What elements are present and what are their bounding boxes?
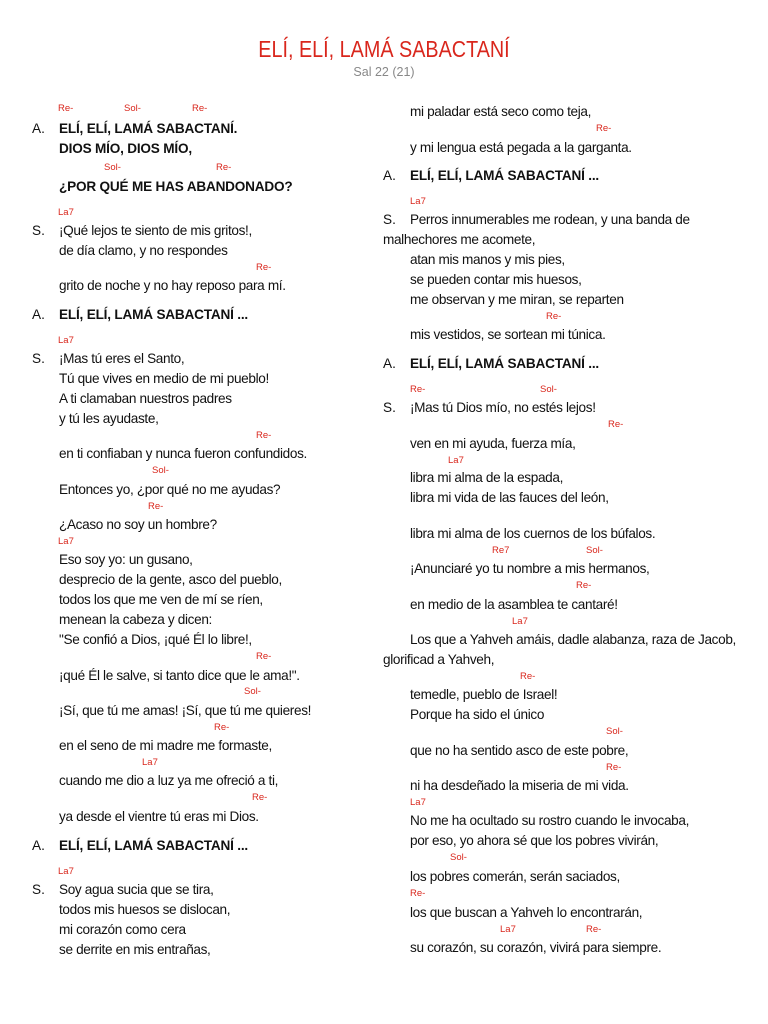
lyric-line: ¿POR QUÉ ME HAS ABANDONADO? xyxy=(59,179,293,194)
chord: Re- xyxy=(608,419,624,430)
chord: Re- xyxy=(252,792,268,803)
chord: Re- xyxy=(216,162,232,173)
lyric-line: se pueden contar mis huesos, xyxy=(410,272,582,287)
lyric-line: ELÍ, ELÍ, LAMÁ SABACTANÍ ... xyxy=(410,356,599,371)
lyric-line: ¡Anunciaré yo tu nombre a mis hermanos, xyxy=(410,561,650,576)
chord: Re- xyxy=(606,762,622,773)
lyric-line: ELÍ, ELÍ, LAMÁ SABACTANÍ ... xyxy=(410,168,599,183)
assembly-marker: A. xyxy=(32,121,45,136)
lyric-line: ven en mi ayuda, fuerza mía, xyxy=(410,436,576,451)
chord: Re- xyxy=(410,888,426,899)
assembly-marker: A. xyxy=(32,838,45,853)
soloist-marker: S. xyxy=(383,400,396,415)
lyric-line: los que buscan a Yahveh lo encontrarán, xyxy=(410,905,643,920)
chord: Re- xyxy=(586,924,602,935)
assembly-marker: A. xyxy=(383,168,396,183)
lyric-line: de día clamo, y no respondes xyxy=(59,243,228,258)
soloist-marker: S. xyxy=(383,212,396,227)
lyric-line: mis vestidos, se sortean mi túnica. xyxy=(410,327,606,342)
chord: Re- xyxy=(256,430,272,441)
assembly-marker: A. xyxy=(32,307,45,322)
chord: Sol- xyxy=(606,726,623,737)
chord: La7 xyxy=(58,207,74,218)
assembly-marker: A. xyxy=(383,356,396,371)
song-title: ELÍ, ELÍ, LAMÁ SABACTANÍ xyxy=(258,36,510,62)
lyric-line: libra mi alma de la espada, xyxy=(410,470,564,485)
lyric-line: los pobres comerán, serán saciados, xyxy=(410,869,620,884)
lyric-line: cuando me dio a luz ya me ofreció a ti, xyxy=(59,773,279,788)
psalm-reference: Sal 22 (21) xyxy=(353,65,415,79)
lyric-line: ELÍ, ELÍ, LAMÁ SABACTANÍ ... xyxy=(59,307,248,322)
lyric-line: ELÍ, ELÍ, LAMÁ SABACTANÍ ... xyxy=(59,838,248,853)
lyric-line: ¿Acaso no soy un hombre? xyxy=(59,517,217,532)
lyric-line: y tú les ayudaste, xyxy=(59,411,159,426)
lyric-line: ya desde el vientre tú eras mi Dios. xyxy=(59,809,259,824)
chord: La7 xyxy=(58,866,74,877)
soloist-marker: S. xyxy=(32,223,45,238)
chord: Re- xyxy=(520,671,536,682)
chord: Re- xyxy=(256,651,272,662)
lyric-line: Tú que vives en medio de mi pueblo! xyxy=(59,371,269,386)
chord: La7 xyxy=(58,335,74,346)
lyric-line: Perros innumerables me rodean, y una banda de xyxy=(410,212,690,227)
lyric-line: en ti confiaban y nunca fueron confundidos. xyxy=(59,446,307,461)
lyric-line: en medio de la asamblea te cantaré! xyxy=(410,597,618,612)
lyric-line: A ti clamaban nuestros padres xyxy=(59,391,232,406)
lyric-line: Porque ha sido el único xyxy=(410,707,545,722)
lyric-line: ¡Mas tú Dios mío, no estés lejos! xyxy=(410,400,596,415)
lyric-line: desprecio de la gente, asco del pueblo, xyxy=(59,572,282,587)
lyric-line: se derrite en mis entrañas, xyxy=(59,942,211,957)
lyric-line: por eso, yo ahora sé que los pobres vivirán, xyxy=(410,833,659,848)
lyric-line: No me ha ocultado su rostro cuando le invocaba, xyxy=(410,813,690,828)
chord: Re- xyxy=(546,311,562,322)
chord: Sol- xyxy=(540,384,557,395)
chord: Sol- xyxy=(586,545,603,556)
chord: Re- xyxy=(410,384,426,395)
lyric-line: menean la cabeza y dicen: xyxy=(59,612,212,627)
chord: La7 xyxy=(142,757,158,768)
chord: La7 xyxy=(410,797,426,808)
chord: La7 xyxy=(500,924,516,935)
chord: Re7 xyxy=(492,545,510,556)
chord: La7 xyxy=(410,196,426,207)
lyric-line: que no ha sentido asco de este pobre, xyxy=(410,743,629,758)
chord: Re- xyxy=(596,123,612,134)
chord: Re- xyxy=(58,103,74,114)
lyric-line: Soy agua sucia que se tira, xyxy=(59,882,214,897)
lyric-line: en el seno de mi madre me formaste, xyxy=(59,738,272,753)
lyric-line: y mi lengua está pegada a la garganta. xyxy=(410,140,632,155)
chord: La7 xyxy=(58,536,74,547)
lyric-line: Entonces yo, ¿por qué no me ayudas? xyxy=(59,482,281,497)
lyric-line: DIOS MÍO, DIOS MÍO, xyxy=(59,141,192,156)
lyric-line: su corazón, su corazón, vivirá para siempre. xyxy=(410,940,662,955)
chord: La7 xyxy=(512,616,528,627)
chord: Re- xyxy=(576,580,592,591)
chord: Re- xyxy=(214,722,230,733)
lyric-line: libra mi vida de las fauces del león, xyxy=(410,490,609,505)
lyric-line: glorificad a Yahveh, xyxy=(383,652,495,667)
chord: Sol- xyxy=(104,162,121,173)
lyric-line: ELÍ, ELÍ, LAMÁ SABACTANÍ. xyxy=(59,121,238,136)
lyric-line: grito de noche y no hay reposo para mí. xyxy=(59,278,286,293)
chord: Re- xyxy=(256,262,272,273)
chord: Sol- xyxy=(124,103,141,114)
chord: Sol- xyxy=(450,852,467,863)
chord: Sol- xyxy=(244,686,261,697)
chord: Re- xyxy=(148,501,164,512)
lyric-line: mi paladar está seco como teja, xyxy=(410,104,592,119)
lyric-line: temedle, pueblo de Israel! xyxy=(410,687,558,702)
lyric-line: atan mis manos y mis pies, xyxy=(410,252,565,267)
chord: La7 xyxy=(448,455,464,466)
chord: Sol- xyxy=(152,465,169,476)
soloist-marker: S. xyxy=(32,882,45,897)
lyric-line: ¡Sí, que tú me amas! ¡Sí, que tú me quieres! xyxy=(59,703,312,718)
lyric-line: libra mi alma de los cuernos de los búfalos. xyxy=(410,526,656,541)
chord: Re- xyxy=(192,103,208,114)
soloist-marker: S. xyxy=(32,351,45,366)
lyric-line: malhechores me acomete, xyxy=(383,232,536,247)
lyric-line: "Se confió a Dios, ¡qué Él lo libre!, xyxy=(59,632,252,647)
lyric-line: Eso soy yo: un gusano, xyxy=(59,552,193,567)
lyric-line: ¡qué Él le salve, si tanto dice que le ama!". xyxy=(59,668,300,683)
lyric-line: mi corazón como cera xyxy=(59,922,186,937)
lyric-line: todos los que me ven de mí se ríen, xyxy=(59,592,263,607)
lyric-line: ni ha desdeñado la miseria de mi vida. xyxy=(410,778,629,793)
lyric-line: me observan y me miran, se reparten xyxy=(410,292,624,307)
lyric-line: todos mis huesos se dislocan, xyxy=(59,902,231,917)
lyric-line: Los que a Yahveh amáis, dadle alabanza, raza de Jacob, xyxy=(410,632,736,647)
lyric-line: ¡Mas tú eres el Santo, xyxy=(59,351,185,366)
lyric-line: ¡Qué lejos te siento de mis gritos!, xyxy=(59,223,252,238)
